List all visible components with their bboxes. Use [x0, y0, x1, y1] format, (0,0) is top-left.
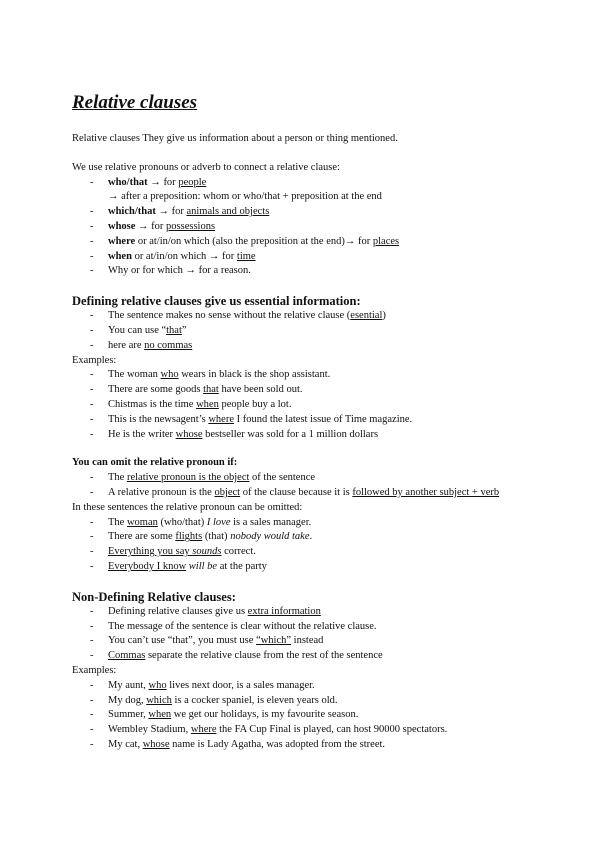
list-item: - Commas separate the relative clause from the rest of the sentence: [72, 649, 542, 664]
list-item: - who/that → for people: [72, 176, 542, 191]
list-item: - whose → for possessions: [72, 220, 542, 235]
list-item: - Chistmas is the time when people buy a lot.: [72, 398, 542, 413]
list-item: - Why or for which → for a reason.: [72, 264, 542, 279]
list-item: - A relative pronoun is the object of the clause because it is followed by another subject + verb: [72, 486, 542, 501]
list-item: - My cat, whose name is Lady Agatha, was adopted from the street.: [72, 738, 542, 753]
list-item: - There are some flights (that) nobody would take.: [72, 530, 542, 545]
list-item: - He is the writer whose bestseller was sold for a 1 million dollars: [72, 428, 542, 443]
pronoun-list: [72, 176, 542, 280]
omit-line: In these sentences the relative pronoun can be omitted:: [72, 501, 303, 513]
intro-paragraph: Relative clauses They give us information about a person or thing mentioned.: [72, 133, 398, 144]
list-item: - My dog, which is a cocker spaniel, is eleven years old.: [72, 694, 542, 709]
page-title: Relative clauses: [72, 92, 198, 113]
section-heading-defining: Defining relative clauses give us essential information:: [72, 294, 361, 309]
list-item: - here are no commas: [72, 339, 542, 354]
list-item: - when or at/in/on which → for time: [72, 250, 542, 265]
list-item: - Everything you say sounds correct.: [72, 545, 542, 560]
document-page: [72, 92, 542, 753]
list-item: - Defining relative clauses give us extra information: [72, 605, 542, 620]
nondefining-examples-list: [72, 679, 542, 753]
omit-examples-list: [72, 516, 542, 575]
examples-label: Examples:: [72, 664, 117, 676]
list-item: - The woman who wears in black is the shop assistant.: [72, 368, 542, 383]
list-item: - The sentence makes no sense without the relative clause (esential): [72, 309, 542, 324]
omit-points-list: [72, 471, 542, 501]
list-item: - which/that → for animals and objects: [72, 205, 542, 220]
nondefining-points-list: [72, 605, 542, 664]
list-item: - where or at/in/on which (also the preposition at the end)→ for places: [72, 235, 542, 250]
list-item: - The message of the sentence is clear without the relative clause.: [72, 620, 542, 635]
list-item: - My aunt, who lives next door, is a sales manager.: [72, 679, 542, 694]
list-item: - Everybody I know will be at the party: [72, 560, 542, 575]
section-heading-omit: You can omit the relative pronoun if:: [72, 457, 238, 469]
list-item: - There are some goods that have been sold out.: [72, 383, 542, 398]
list-item: - You can’t use “that”, you must use “which” instead: [72, 634, 542, 649]
list-item: - The relative pronoun is the object of the sentence: [72, 471, 542, 486]
list-item: - The woman (who/that) I love is a sales manager.: [72, 516, 542, 531]
section-heading-nondefining: Non-Defining Relative clauses:: [72, 589, 236, 604]
list-item: → after a preposition: whom or who/that + preposition at the end: [108, 191, 382, 203]
use-intro-paragraph: We use relative pronouns or adverb to connect a relative clause:: [72, 161, 340, 173]
examples-label: Examples:: [72, 354, 117, 366]
list-item: - This is the newsagent’s where I found the latest issue of Time magazine.: [72, 413, 542, 428]
list-item: - Wembley Stadium, where the FA Cup Final is played, can host 90000 spectators.: [72, 723, 542, 738]
defining-points-list: [72, 309, 542, 353]
list-item: - Summer, when we get our holidays, is my favourite season.: [72, 708, 542, 723]
list-item: - You can use “that”: [72, 324, 542, 339]
defining-examples-list: [72, 368, 542, 442]
